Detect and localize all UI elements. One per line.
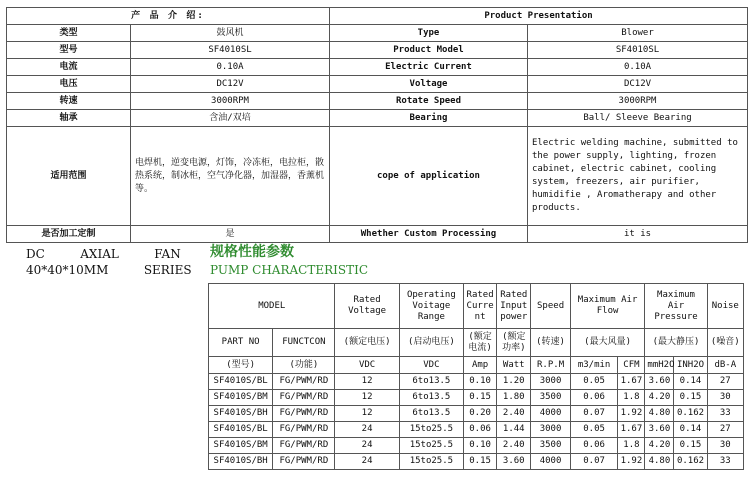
spec-row (209, 438, 744, 454)
spec-cell-current: 0.20 (464, 406, 497, 422)
pump-en-title: PUMP CHARACTERISTIC (210, 263, 369, 277)
spec-cell-noise: 33 (707, 406, 743, 422)
spec-cell-rated-voltage: 24 (335, 422, 399, 438)
spec-unit: (功能) (273, 357, 335, 374)
spec-cell-mmh2o: 3.60 (645, 374, 674, 390)
spec-cell-inh2o: 0.162 (674, 454, 707, 470)
cn-value: 鼓风机 (131, 25, 330, 42)
fan-label-line2: 40*40*10MM SERIES (26, 263, 192, 277)
spec-cell-part-no: SF4010S/BL (209, 374, 273, 390)
spec-unit: INH2O (674, 357, 707, 374)
spec-cell-noise: 30 (707, 390, 743, 406)
spec-cell-rated-voltage: 24 (335, 454, 399, 470)
spec-cell-mmh2o: 4.20 (645, 390, 674, 406)
cn-value: 0.10A (131, 59, 330, 76)
spec-cell-power: 2.40 (497, 438, 531, 454)
spec-cell-current: 0.15 (464, 454, 497, 470)
spec-cell-rated-voltage: 12 (335, 390, 399, 406)
spec-cell-inh2o: 0.15 (674, 390, 707, 406)
spec-cell-noise: 27 (707, 422, 743, 438)
spec-cell-current: 0.15 (464, 390, 497, 406)
spec-header-operating-voltage: Operating Voitage Range (399, 284, 463, 329)
en-value: 3000RPM (528, 93, 748, 110)
spec-cell-m3: 0.05 (570, 374, 618, 390)
custom-en-value: it is (528, 226, 748, 243)
en-label: Voltage (330, 76, 528, 93)
spec-row (209, 374, 744, 390)
spec-cell-speed: 4000 (531, 454, 570, 470)
spec-cell-current: 0.10 (464, 374, 497, 390)
en-value: Blower (528, 25, 748, 42)
cn-label: 类型 (7, 25, 131, 42)
spec-cell-part-no: SF4010S/BL (209, 422, 273, 438)
spec-cell-current: 0.06 (464, 422, 497, 438)
spec-cell-power: 3.60 (497, 454, 531, 470)
en-label: Electric Current (330, 59, 528, 76)
spec-cell-m3: 0.07 (570, 406, 618, 422)
apps-en-value: Electric welding machine, submitted to the power supply, lighting, frozen cabinet, electric cabinet, cooling system, freezers, air purifier, humidifie , Aromatherapy and other products. (528, 127, 748, 226)
spec-cell-inh2o: 0.14 (674, 374, 707, 390)
en-value: SF4010SL (528, 42, 748, 59)
spec-cell-rated-voltage: 12 (335, 406, 399, 422)
spec-cell-cfm: 1.67 (618, 422, 645, 438)
spec-cell-operating-voltage: 6to13.5 (399, 390, 463, 406)
spec-cell-part-no: SF4010S/BM (209, 438, 273, 454)
spec-cell-function: FG/PWM/RD (273, 374, 335, 390)
cn-label: 转速 (7, 93, 131, 110)
spec-cell-function: FG/PWM/RD (273, 406, 335, 422)
spec-cell-m3: 0.07 (570, 454, 618, 470)
spec-header-cn: (最大静压) (645, 329, 707, 357)
apps-cn-label: 适用范围 (7, 127, 131, 226)
spec-cell-cfm: 1.92 (618, 454, 645, 470)
spec-cell-current: 0.10 (464, 438, 497, 454)
spec-cell-inh2o: 0.14 (674, 422, 707, 438)
spec-header-cn: (噪音) (707, 329, 743, 357)
spec-cell-noise: 30 (707, 438, 743, 454)
en-label: Bearing (330, 110, 528, 127)
spec-cell-speed: 3000 (531, 374, 570, 390)
spec-unit: mmH2O (645, 357, 674, 374)
apps-cn-value: 电焊机，逆变电源，灯饰，冷冻柜，电拉柜，散热系统，制冰柜，空气净化器，加湿器，香薰机等。 (131, 127, 330, 226)
spec-unit: R.P.M (531, 357, 570, 374)
spec-cell-power: 1.80 (497, 390, 531, 406)
spec-cell-noise: 33 (707, 454, 743, 470)
spec-row (209, 406, 744, 422)
fan-series-label (26, 246, 192, 278)
spec-cell-cfm: 1.92 (618, 406, 645, 422)
spec-cell-mmh2o: 4.20 (645, 438, 674, 454)
cn-value: 含油/双培 (131, 110, 330, 127)
cn-label: 轴承 (7, 110, 131, 127)
spec-header-rated-input: Rated Input power (497, 284, 531, 329)
spec-header-part-no: PART NO (209, 329, 273, 357)
en-label: Type (330, 25, 528, 42)
cn-value: DC12V (131, 76, 330, 93)
apps-en-label: cope of application (330, 127, 528, 226)
spec-header-air-flow: Maximum Air Flow (570, 284, 645, 329)
spec-cell-mmh2o: 4.80 (645, 406, 674, 422)
spec-cell-noise: 27 (707, 374, 743, 390)
spec-cell-part-no: SF4010S/BM (209, 390, 273, 406)
spec-header-cn: (额定电压) (335, 329, 399, 357)
spec-row (209, 390, 744, 406)
spec-cell-function: FG/PWM/RD (273, 422, 335, 438)
spec-row (209, 422, 744, 438)
cn-label: 型号 (7, 42, 131, 59)
spec-cell-power: 1.20 (497, 374, 531, 390)
en-value: 0.10A (528, 59, 748, 76)
en-value: DC12V (528, 76, 748, 93)
spec-cell-mmh2o: 4.80 (645, 454, 674, 470)
spec-cell-function: FG/PWM/RD (273, 454, 335, 470)
spec-unit: Amp (464, 357, 497, 374)
en-label: Rotate Speed (330, 93, 528, 110)
cn-label: 电压 (7, 76, 131, 93)
spec-cell-speed: 4000 (531, 406, 570, 422)
spec-header-cn: (转速) (531, 329, 570, 357)
spec-cell-function: FG/PWM/RD (273, 438, 335, 454)
spec-header-cn: (额定功率) (497, 329, 531, 357)
custom-cn-value: 是 (131, 226, 330, 243)
spec-cell-power: 2.40 (497, 406, 531, 422)
spec-cell-m3: 0.05 (570, 422, 618, 438)
spec-header-rated-current: Rated Curre nt (464, 284, 497, 329)
en-label: Product Model (330, 42, 528, 59)
spec-header-cn: (最大风量) (570, 329, 645, 357)
spec-header-speed: Speed (531, 284, 570, 329)
spec-cell-operating-voltage: 15to25.5 (399, 454, 463, 470)
spec-header-rated-voltage: Rated Voltage (335, 284, 399, 329)
spec-header-cn: (启动电压) (399, 329, 463, 357)
custom-en-label: Whether Custom Processing (330, 226, 528, 243)
spec-unit: Watt (497, 357, 531, 374)
product-presentation-table (6, 7, 748, 243)
spec-header-model: MODEL (209, 284, 335, 329)
spec-unit: VDC (335, 357, 399, 374)
spec-cell-speed: 3000 (531, 422, 570, 438)
spec-header-air-pressure: Maximum Air Pressure (645, 284, 707, 329)
spec-header-noise: Noise (707, 284, 743, 329)
spec-cell-inh2o: 0.162 (674, 406, 707, 422)
spec-cell-speed: 3500 (531, 390, 570, 406)
spec-cell-mmh2o: 3.60 (645, 422, 674, 438)
spec-cell-rated-voltage: 12 (335, 374, 399, 390)
en-title: Product Presentation (330, 8, 748, 25)
spec-unit: (型号) (209, 357, 273, 374)
spec-cell-cfm: 1.8 (618, 438, 645, 454)
pump-cn-title: 规格性能参数 (210, 244, 294, 260)
fan-label-line1: DC AXIAL FAN (26, 247, 181, 261)
spec-unit: m3/min (570, 357, 618, 374)
spec-cell-operating-voltage: 6to13.5 (399, 406, 463, 422)
spec-cell-rated-voltage: 24 (335, 438, 399, 454)
custom-cn-label: 是否加工定制 (7, 226, 131, 243)
spec-table (208, 283, 744, 470)
spec-unit: dB-A (707, 357, 743, 374)
spec-unit: VDC (399, 357, 463, 374)
spec-cell-speed: 3500 (531, 438, 570, 454)
spec-cell-m3: 0.06 (570, 390, 618, 406)
spec-cell-part-no: SF4010S/BH (209, 454, 273, 470)
spec-header-function: FUNCTCON (273, 329, 335, 357)
cn-title: 产 品 介 绍: (7, 8, 330, 25)
spec-cell-operating-voltage: 15to25.5 (399, 422, 463, 438)
spec-row (209, 454, 744, 470)
spec-cell-m3: 0.06 (570, 438, 618, 454)
cn-label: 电流 (7, 59, 131, 76)
spec-cell-part-no: SF4010S/BH (209, 406, 273, 422)
spec-cell-operating-voltage: 15to25.5 (399, 438, 463, 454)
spec-cell-operating-voltage: 6to13.5 (399, 374, 463, 390)
spec-cell-inh2o: 0.15 (674, 438, 707, 454)
spec-header-cn: (额定电流) (464, 329, 497, 357)
spec-cell-cfm: 1.8 (618, 390, 645, 406)
spec-cell-function: FG/PWM/RD (273, 390, 335, 406)
en-value: Ball/ Sleeve Bearing (528, 110, 748, 127)
cn-value: 3000RPM (131, 93, 330, 110)
spec-cell-power: 1.44 (497, 422, 531, 438)
cn-value: SF4010SL (131, 42, 330, 59)
spec-unit: CFM (618, 357, 645, 374)
spec-cell-cfm: 1.67 (618, 374, 645, 390)
